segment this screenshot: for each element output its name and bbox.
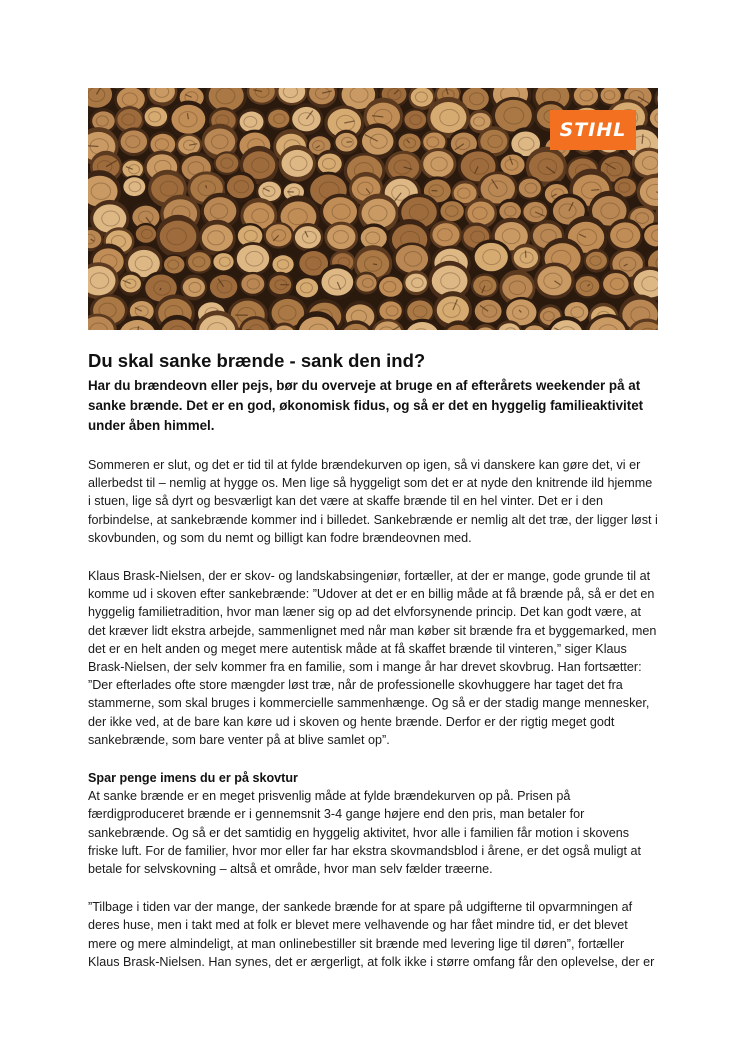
article-title: Du skal sanke brænde - sank den ind? xyxy=(88,350,426,371)
article xyxy=(88,350,658,971)
brand-logo-text: STIHL xyxy=(559,119,627,141)
article-paragraph-4: ”Tilbage i tiden var der mange, der sankede brænde for at spare på udgifterne til opvarmningen af deres huse, men i takt med at folk er blevet mere velhavende og har fået mindre tid, er det blevet mere og mere almindeligt, at man onlinebestiller sit brænde med levering lige til døren”, fortæller Klaus Brask-Nielsen. Han synes, det er ærgerligt, at folk ikke i større omfang får den oplevelse, der er xyxy=(88,900,655,969)
article-lead: Har du brændeovn eller pejs, bør du overveje at bruge en af efterårets weekender på at sanke brænde. Det er en god, økonomisk fidus, og så er det en hyggelig familieaktivitet under åben himmel. xyxy=(88,378,644,433)
brand-logo xyxy=(550,110,636,150)
article-paragraph-1: Sommeren er slut, og det er tid til at fylde brændekurven op igen, så vi danskere kan gøre det, vi er allerbedst til – nemlig at hygge os. Men lige så hyggeligt som det er at nyde den knitrende ild hjemme i stuen, lige så dyrt og besværligt kan det være at skaffe brænde til en hel vinter. Det er i den forbindelse, at sankebrænde kommer ind i billedet. Sankebrænde er nemlig alt det træ, der ligger løst i skovbunden, og som du nemt og billigt kan fodre brændeovnen med. xyxy=(88,458,658,545)
article-paragraph-3: At sanke brænde er en meget prisvenlig måde at fylde brændekurven op på. Prisen på færdigproduceret brænde er i gennemsnit 3-4 gange højere end den pris, man betaler for sankebrænde. Og så er det samtidig en hyggelig aktivitet, hvor alle i familien får motion i skovens friske luft. For de familier, hvor mor eller far har ekstra skovmandsblod i årene, er det også muligt at betale for selvskovning – altså et område, hvor man selv fælder træerne. xyxy=(88,789,641,877)
article-paragraph-2: Klaus Brask-Nielsen, der er skov- og landskabsingeniør, fortæller, at der er mange, gode grunde til at komme ud i skoven efter sankebrænde: ”Udover at det er en billig måde at få brænde på, så er det en hyggelig familietradition, hvor man læner sig op ad det elvforsynende princip. Det kan godt være, at det kræver lidt ekstra arbejde, sammenlignet med når man køber sit brænde fra et byggemarked, men det er en helt anden og meget mere autentisk måde at få skaffet brænde til vinteren,” siger Klaus Brask-Nielsen, der selv kommer fra en familie, som i mange år har drevet skovbrug. Han fortsætter: ”Der efterlades ofte store mængder løst træ, når de professionelle skovhuggere har taget det fra stammerne, som skal bruges i kommercielle sammenhænge. Og så er der stadig mange mennesker, der ikke ved, at de bare kan køre ud i skoven og hente brænde. Derfor er der rigtig meget godt sankebrænde, som bare venter på at blive samlet op”. xyxy=(88,569,657,747)
hero-image xyxy=(88,88,658,330)
article-subheading: Spar penge imens du er på skovtur xyxy=(88,771,298,786)
